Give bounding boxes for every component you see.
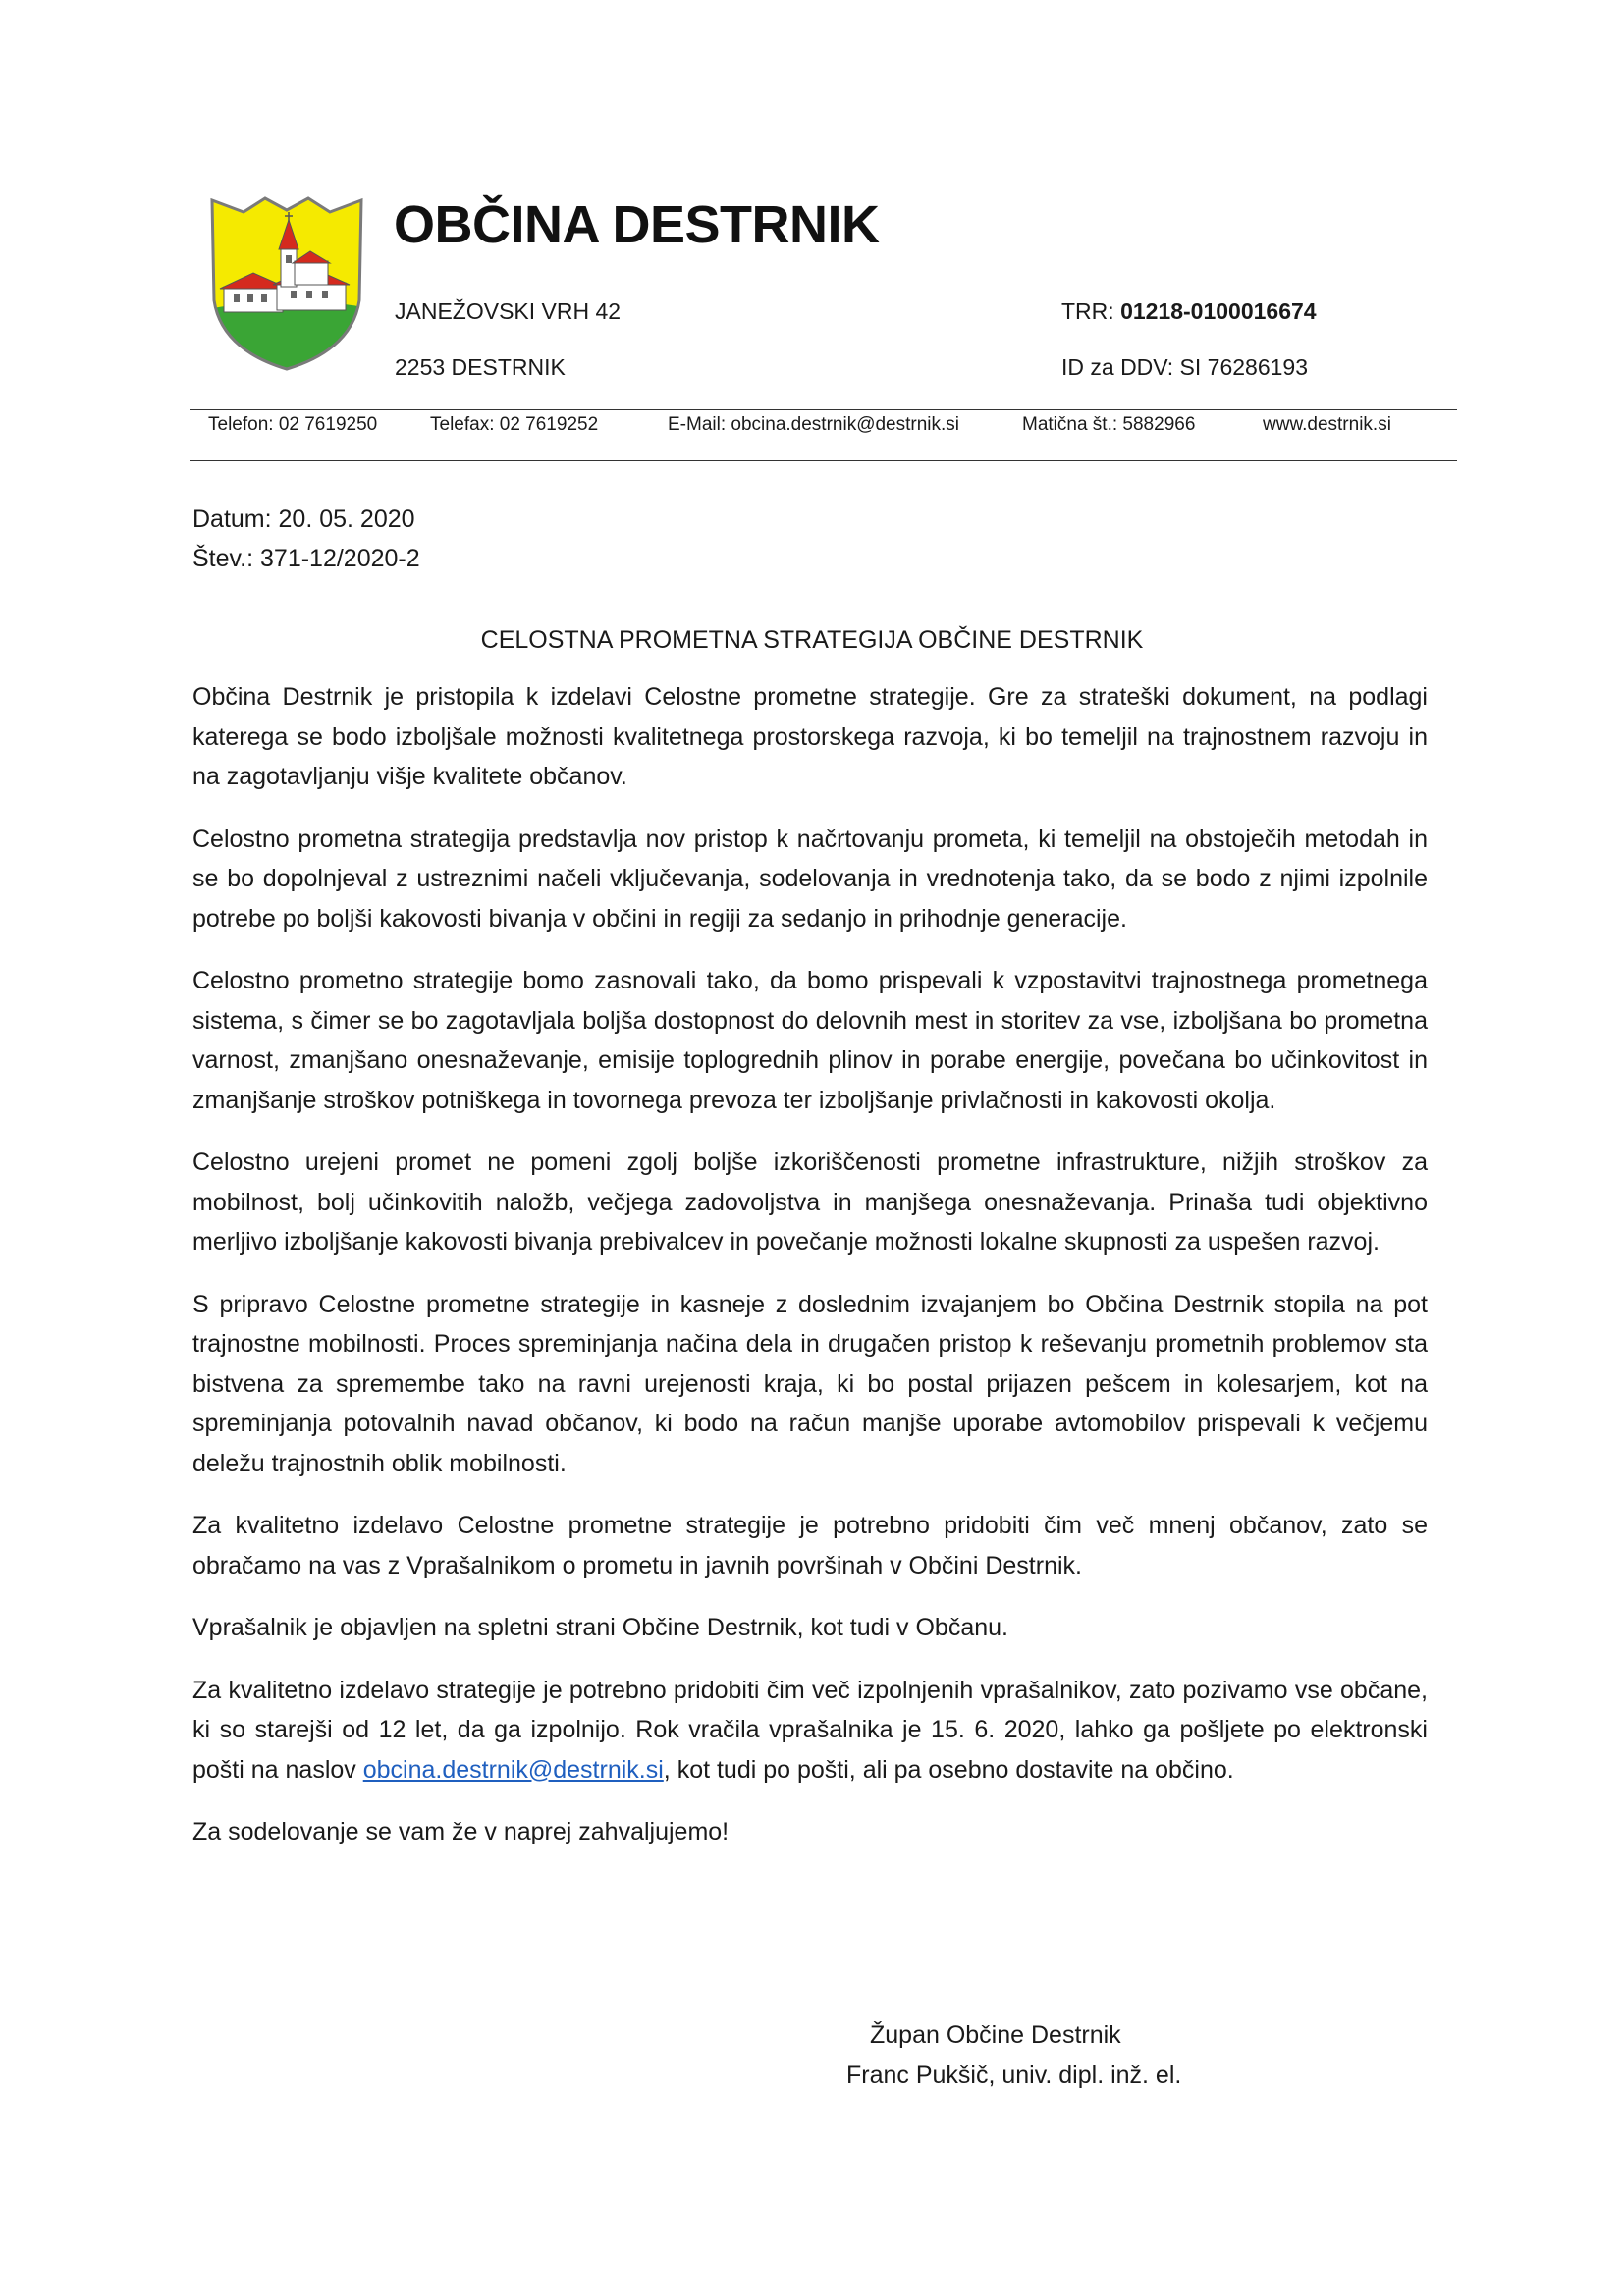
contact-registration-number: Matična št.: 5882966 [1022,414,1196,435]
paragraph-5: S pripravo Celostne prometne strategije in kasneje z doslednim izvajanjem bo Občina Destrnik stopila na pot trajnostne mobilnosti. Proces spreminjanja načina dela in drugačen pristop k reševanju prometnih problemov sta bistvena za spremembe tako na ravni urejenosti kraja, ki bo postal prijazen pešcem in kolesarjem, kot na spreminjanja potovalnih navad občanov, ki bodo na račun manjše uporabe avtomobilov prispevali k večjemu deležu trajnostnih oblik mobilnosti. [192,1290,1428,1477]
vat-id: ID za DDV: SI 76286193 [1061,354,1309,380]
contact-website: www.destrnik.si [1263,414,1391,435]
paragraph-9: Za sodelovanje se vam že v naprej zahvaljujemo! [192,1818,730,1845]
address-line1: JANEŽOVSKI VRH 42 [395,298,622,324]
letter-body [192,677,1428,1875]
signature-role: Župan Občine Destrnik [870,2021,1121,2049]
trr-label: TRR: [1061,298,1121,324]
document-date: Datum: 20. 05. 2020 [192,506,415,533]
document-title: CELOSTNA PROMETNA STRATEGIJA OBČINE DESTRNIK [480,626,1144,654]
header-divider-top [190,409,1457,410]
signature-name: Franc Pukšič, univ. dipl. inž. el. [846,2061,1182,2089]
paragraph-8-text-start: Za kvalitetno izdelavo strategije je potrebno pridobiti čim več izpolnjenih vprašalnikov, zato pozivamo vse občane, ki so starejši od 12 let, da ga izpolnijo. Rok vračila vprašalnika je 15. 6. 2020, lahko ga pošljete po elektronski pošti na naslov [192,1676,1428,1784]
document-number: Štev.: 371-12/2020-2 [192,545,420,572]
paragraph-3: Celostno prometno strategije bomo zasnovali tako, da bomo prispevali k vzpostavitvi trajnostnega prometnega sistema, s čimer se bo zagotavljala boljša dostopnost do delovnih mest in storitev za vse, izboljšana bo prometna varnost, zmanjšano onesnaževanje, emisije toplogrednih plinov in porabe energije, povečana bo učinkovitost in zmanjšanje stroškov potniškega in tovornega prevoza ter izboljšanje privlačnosti in kakovosti okolja. [192,967,1428,1114]
paragraph-2: Celostno prometna strategija predstavlja nov pristop k načrtovanju prometa, ki temeljil na obstoječih metodah in se bo dopolnjeval z ustreznimi načeli vključevanja, sodelovanja in vrednotenja tako, da se bodo z njimi izpolnile potrebe po boljši kakovosti bivanja v občini in regiji za sedanjo in prihodnje generacije. [192,825,1428,933]
email-link[interactable]: obcina.destrnik@destrnik.si [362,1755,664,1784]
contact-fax: Telefax: 02 7619252 [430,414,599,435]
paragraph-8 [192,1671,1428,1790]
municipality-crest-logo [204,192,369,371]
org-name: OBČINA DESTRNIK [394,195,880,254]
header-divider-bottom [190,460,1457,461]
address-line2: 2253 DESTRNIK [395,354,566,380]
paragraph-4: Celostno urejeni promet ne pomeni zgolj boljše izkoriščenosti prometne infrastrukture, nižjih stroškov za mobilnost, bolj učinkovitih naložb, večjega zadovoljstva in manjšega onesnaževanja. Prinaša tudi objektivno merljivo izboljšanje kakovosti bivanja prebivalcev in povečanje možnosti lokalne skupnosti za uspešen razvoj. [192,1148,1428,1255]
paragraph-1: Občina Destrnik je pristopila k izdelavi Celostne prometne strategije. Gre za strateški dokument, na podlagi katerega se bodo izboljšale možnosti kvalitetnega prostorskega razvoja, ki bo temeljil na trajnostnem razvoju in na zagotavljanju višje kvalitete občanov. [192,683,1428,790]
contact-phone: Telefon: 02 7619250 [208,414,378,435]
paragraph-8-text-end: , kot tudi po pošti, ali pa osebno dostavite na občino. [663,1755,1234,1784]
contact-email: E-Mail: obcina.destrnik@destrnik.si [668,414,960,435]
paragraph-6: Za kvalitetno izdelavo Celostne prometne strategije je potrebno pridobiti čim več mnenj občanov, zato se obračamo na vas z Vprašalnikom o prometu in javnih površinah v Občini Destrnik. [192,1512,1428,1579]
trr-value: 01218-0100016674 [1120,298,1317,324]
trr-account [1061,298,1317,325]
paragraph-7: Vprašalnik je objavljen na spletni strani Občine Destrnik, kot tudi v Občanu. [192,1614,1008,1641]
